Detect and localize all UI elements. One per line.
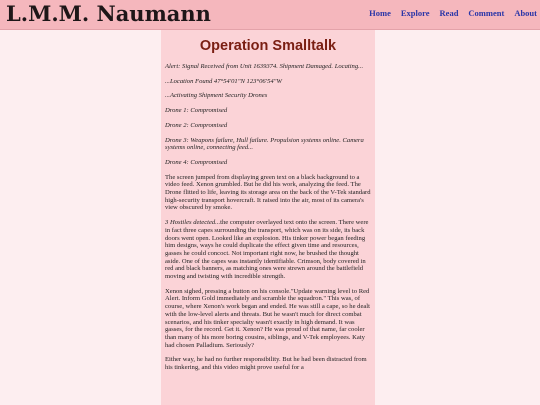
site-brand-logo[interactable]: L.M.M. Naumann: [6, 1, 211, 26]
nav-comment-link[interactable]: Comment: [468, 8, 505, 18]
main-nav: [369, 8, 537, 18]
overlay-text-lead: 3 Hostiles detected...: [165, 219, 221, 227]
status-line-location: ...Location Found 47°54'01"N 123°06'54"W: [165, 77, 282, 85]
status-line-drone-3: Drone 3: Weapons failure, Hull failure. Propulsion systems online. Camera systems online, connecting feed...: [165, 136, 364, 152]
site-header: [0, 0, 540, 30]
nav-home-link[interactable]: Home: [369, 8, 391, 18]
status-line-activating: ...Activating Shipment Security Drones: [165, 92, 268, 100]
article-title: Operation Smalltalk: [199, 38, 337, 54]
story-paragraph: Xenon sighed, pressing a button on his console."Update warning level to Red Alert. Inform Gold immediately and scramble the squadron." This was, of course, where Xenon's work began and ended. He was still a cape, so he dealt with the low-level alerts and threats. But he wasn't much for direct combat scenarios, and his tinker specialty wasn't exactly in high demand. It was gasses, for the record. Get it. Xenon? He was proud of that name, far cooler than many of his more boring cousins, siblings, and V-Tek employees. Katy had chosen Palladium. Seriously?: [165, 287, 370, 349]
story-paragraph-text: the computer overlayed text onto the screen. There were in fact three capes surrounding the transport, which was on its side, its back doors went open. Looked like an explosion. His tinker power began feeding him designs, ways he could duplicate the effect given time and resources, gasses he could concoct. Not important right now, he brushed the thought aside. One of the capes was instantly identifiable. Crimson, body covered in red and black banners, as matching ones were strewn around the battlefield moving and twisting with incredible strength.: [165, 219, 369, 281]
article-column: [161, 30, 375, 405]
nav-about-link[interactable]: About: [514, 8, 537, 18]
right-margin: [375, 30, 540, 405]
status-line-drone-2: Drone 2: Compromised: [165, 121, 228, 129]
status-line-drone-1: Drone 1: Compromised: [165, 107, 228, 115]
nav-explore-link[interactable]: Explore: [400, 8, 430, 18]
article-body: [161, 30, 375, 372]
left-margin: [0, 30, 161, 405]
story-paragraph: [165, 219, 371, 281]
status-line-alert: Alert: Signal Received from Unit 1639374. Shipment Damaged. Locating...: [165, 63, 364, 70]
story-paragraph: Either way, he had no further responsibility. But he had been distracted from his tinkering, and this video might prove useful for a: [165, 356, 367, 372]
nav-read-link[interactable]: Read: [439, 8, 459, 18]
story-paragraph: The screen jumped from displaying green text on a black background to a video feed. Xenon grumbled. But he did his work, analyzing the feed. The Drone flitted to life, leaving its storage area on the back of the V-Tek standard high-security transport hovercraft. It raised into the air, most of its camera's view obscured by smoke.: [165, 173, 371, 212]
status-line-drone-4: Drone 4: Compromised: [165, 158, 228, 166]
